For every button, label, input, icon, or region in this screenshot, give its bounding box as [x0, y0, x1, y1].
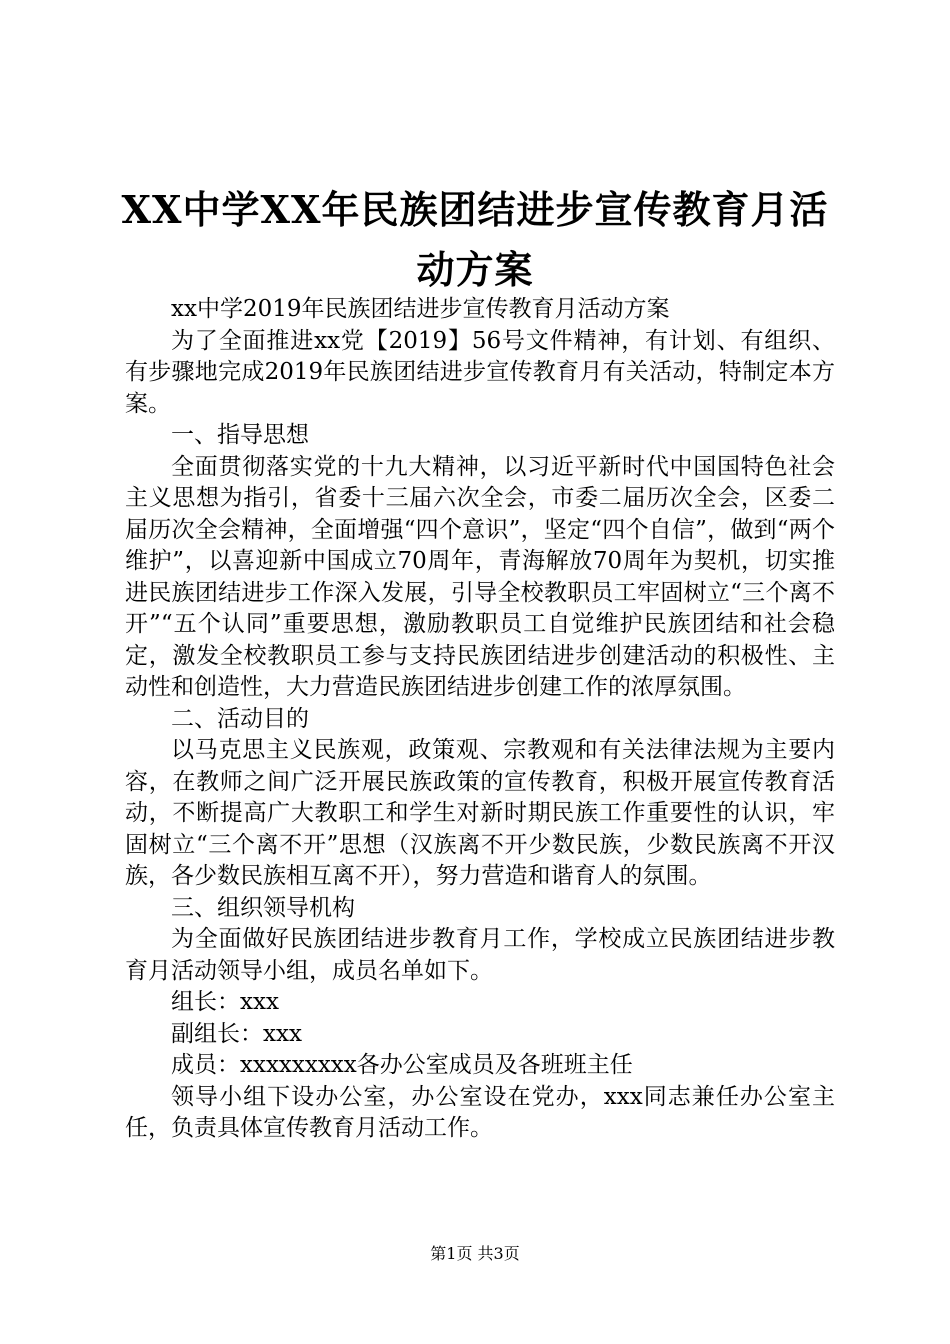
document-title: XX中学XX年民族团结进步宣传教育月活动方案: [121, 187, 829, 292]
document-body: [125, 294, 835, 1145]
intro-paragraph: 为了全面推进xx党【2019】56号文件精神，有计划、有组织、有步骤地完成2019年民族团结进步宣传教育月有关活动，特制定本方案。: [125, 327, 835, 417]
section-heading-guiding-ideology: 一、指导思想: [171, 422, 309, 448]
deputy-leader-line: 副组长：xxx: [171, 1020, 302, 1047]
subtitle-paragraph: xx中学2019年民族团结进步宣传教育月活动方案: [171, 296, 670, 322]
leadership-paragraph: 为全面做好民族团结进步教育月工作，学校成立民族团结进步教育月活动领导小组，成员名单如下。: [125, 926, 835, 984]
page-footer: 第1页 共3页: [430, 1244, 520, 1263]
members-line: 成员：xxxxxxxxx各办公室成员及各班班主任: [171, 1052, 633, 1078]
section-heading-activity-purpose: 二、活动目的: [171, 705, 309, 732]
activity-purpose-paragraph: 以马克思主义民族观，政策观、宗教观和有关法律法规为主要内容，在教师之间广泛开展民族政策的宣传教育，积极开展宣传教育活动，不断提高广大教职工和学生对新时期民族工作重要性的认识，牢固树立“三个离不开”思想（汉族离不开少数民族，少数民族离不开汉族，各少数民族相互离不开），努力营造和谐育人的氛围。: [125, 737, 835, 889]
guiding-ideology-paragraph: 全面贯彻落实党的十九大精神，以习近平新时代中国国特色社会主义思想为指引，省委十三届六次全会，市委二届历次全会，区委二届历次全会精神，全面增强“四个意识”，坚定“四个自信”，做到“两个维护”，以喜迎新中国成立70周年，青海解放70周年为契机，切实推进民族团结进步工作深入发展，引导全校教职员工牢固树立“三个离不开”“五个认同”重要思想，激励教职员工自觉维护民族团结和社会稳定，激发全校教职员工参与支持民族团结进步创建活动的积极性、主动性和创造性，大力营造民族团结进步创建工作的浓厚氛围。: [125, 453, 835, 700]
section-heading-leadership: 三、组织领导机构: [171, 894, 355, 921]
office-paragraph: 领导小组下设办公室，办公室设在党办，xxx同志兼任办公室主任，负责具体宣传教育月活动工作。: [125, 1083, 835, 1141]
team-leader-line: 组长：xxx: [171, 989, 279, 1015]
